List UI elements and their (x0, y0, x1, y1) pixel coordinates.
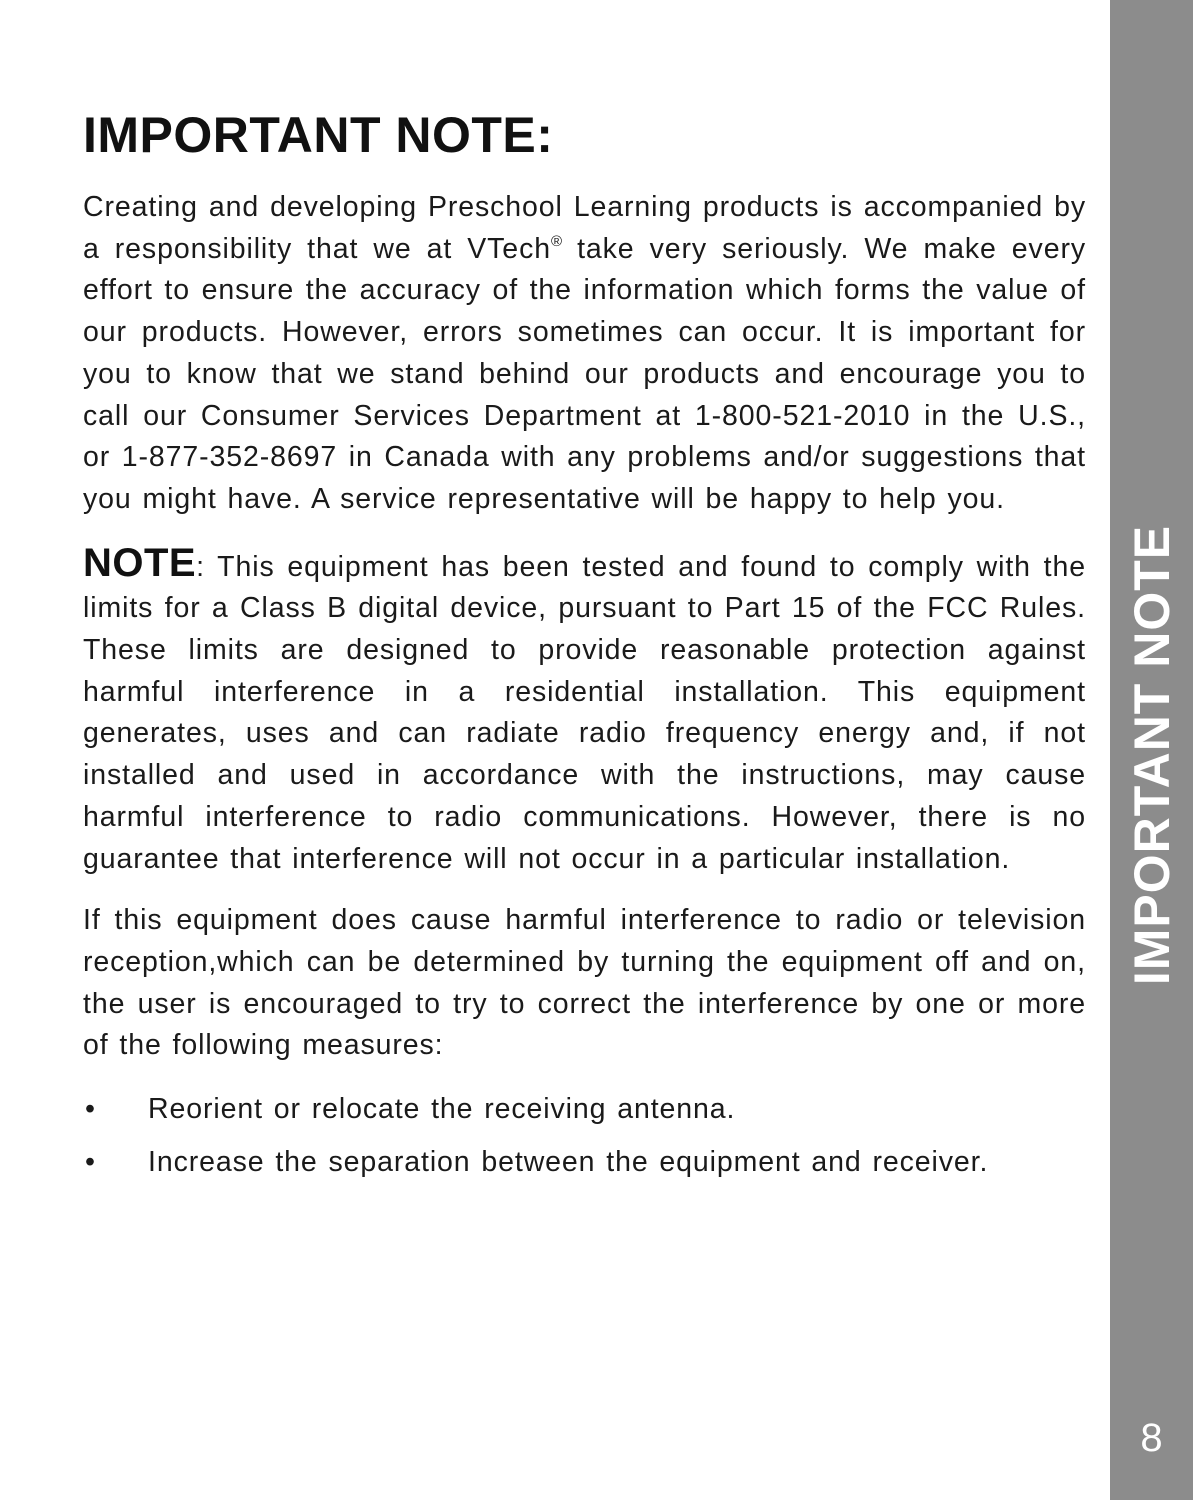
sidebar-section-label: IMPORTANT NOTE (1123, 524, 1180, 986)
fcc-note-paragraph (83, 540, 1086, 881)
list-item (83, 1089, 1086, 1131)
list-item-text: Reorient or relocate the receiving antenna. (148, 1093, 736, 1126)
interference-paragraph: If this equipment does cause harmful interference to radio or television reception,which can be determined by turning the equipment off and on, the user is encouraged to try to correct the interference by one or more of the following measures: (83, 904, 1086, 1062)
bullet-icon: • (85, 1145, 96, 1178)
list-item-text: Increase the separation between the equipment and receiver. (148, 1145, 989, 1178)
page-number: 8 (1140, 1416, 1163, 1460)
registered-mark: ® (550, 232, 563, 250)
intro-paragraph (83, 187, 1086, 521)
section-sidebar (1110, 0, 1193, 1500)
intro-text-start: Creating and developing Preschool Learning products is accompanied by a responsibility that we at VTech (83, 191, 1086, 265)
intro-text-end: take very seriously. We make every effort to ensure the accuracy of the information which forms the value of our products. However, errors sometimes can occur. It is important for you to know that we stand behind our products and encourage you to call our Consumer Services Department at 1-800-521-2010 in the U.S., or 1-877-352-8697 in Canada with any problems and/or suggestions that you might have. A service representative will be happy to help you. (83, 232, 1086, 515)
list-item (83, 1142, 1086, 1184)
measures-list (83, 1089, 1086, 1183)
note-text: : This equipment has been tested and found to comply with the limits for a Class B digital device, pursuant to Part 15 of the FCC Rules. These limits are designed to provide reasonable protection against harmful interference in a residential installation. This equipment generates, uses and can radiate radio frequency energy and, if not installed and used in accordance with the instructions, may cause harmful interference to radio communications. However, there is no guarantee that interference will not occur in a particular installation. (83, 550, 1086, 875)
page-heading: IMPORTANT NOTE: (83, 107, 554, 163)
main-content (83, 105, 1086, 1183)
bullet-icon: • (85, 1093, 96, 1126)
note-label: NOTE (83, 540, 197, 585)
